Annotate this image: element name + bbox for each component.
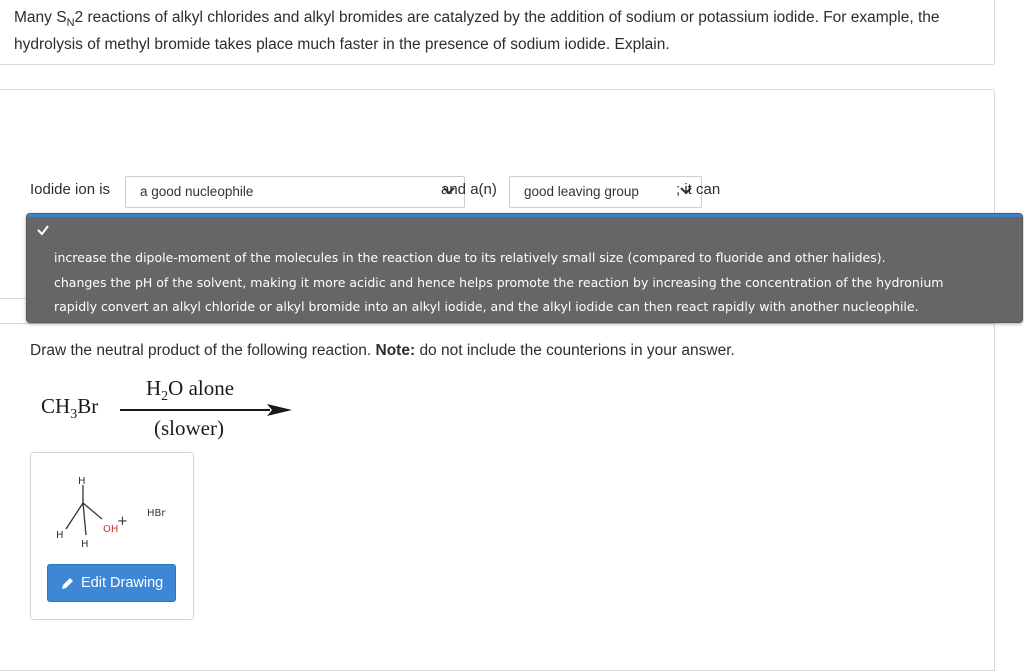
- atom-label: OH: [103, 524, 119, 535]
- question-card: [0, 0, 995, 65]
- atom-label: H: [56, 530, 64, 541]
- condition: (slower): [154, 416, 224, 440]
- subscript-n: N: [66, 17, 75, 30]
- select-value: a good nucleophile: [140, 184, 254, 199]
- edit-drawing-label: Edit Drawing: [81, 575, 164, 591]
- section-divider: [0, 323, 994, 324]
- right-border: [994, 323, 995, 659]
- dropdown-option[interactable]: increase the dipole-moment of the molecules in the reaction due to its relatively small size (compared to fluoride and other halides).: [54, 250, 886, 265]
- suffix-label: ; it can: [676, 181, 721, 198]
- dropdown-option[interactable]: rapidly convert an alkyl chloride or alkyl bromide into an alkyl iodide, and the alkyl iodide can then react rapidly with another nucleophile.: [54, 299, 919, 314]
- charge-label: +: [117, 514, 128, 529]
- draw-instruction: Draw the neutral product of the following reaction. Note: do not include the counterions in your answer.: [30, 342, 735, 359]
- edit-drawing-button[interactable]: [47, 564, 176, 602]
- molecule-drawing: [31, 453, 191, 563]
- atom-label: H: [78, 476, 86, 487]
- checkmark-icon: [36, 223, 50, 237]
- atom-label: HBr: [147, 508, 166, 519]
- middle-label: and a(n): [441, 181, 497, 198]
- prefix-label: Iodide ion is: [30, 181, 111, 198]
- reactant: $CH_3Br$: [41, 394, 99, 423]
- options-dropdown[interactable]: [26, 213, 1023, 323]
- nucleophile-select[interactable]: [125, 176, 465, 208]
- reagent: $H_2O$ alone: [146, 376, 235, 405]
- question-text: Many $S_N2$ reactions of alkyl chlorides and alkyl bromides are catalyzed by the addition of sodium or potassium iodide. For example, the hydrolysis of methyl bromide takes place much faster in the presence of sodium iodide. Explain.: [14, 9, 940, 54]
- atom-label: H: [81, 539, 89, 550]
- reaction-scheme: [0, 370, 320, 450]
- reaction-arrow-icon: [120, 403, 295, 417]
- dropdown-accent: [27, 214, 1022, 217]
- select-value: good leaving group: [524, 184, 639, 199]
- pencil-icon: [61, 577, 74, 590]
- drawing-area[interactable]: [30, 452, 194, 620]
- note-label: Note:: [375, 342, 416, 359]
- dropdown-option[interactable]: changes the pH of the solvent, making it more acidic and hence helps promote the reaction by increasing the concentration of the hydronium: [54, 275, 944, 290]
- leaving-group-select[interactable]: [509, 176, 702, 208]
